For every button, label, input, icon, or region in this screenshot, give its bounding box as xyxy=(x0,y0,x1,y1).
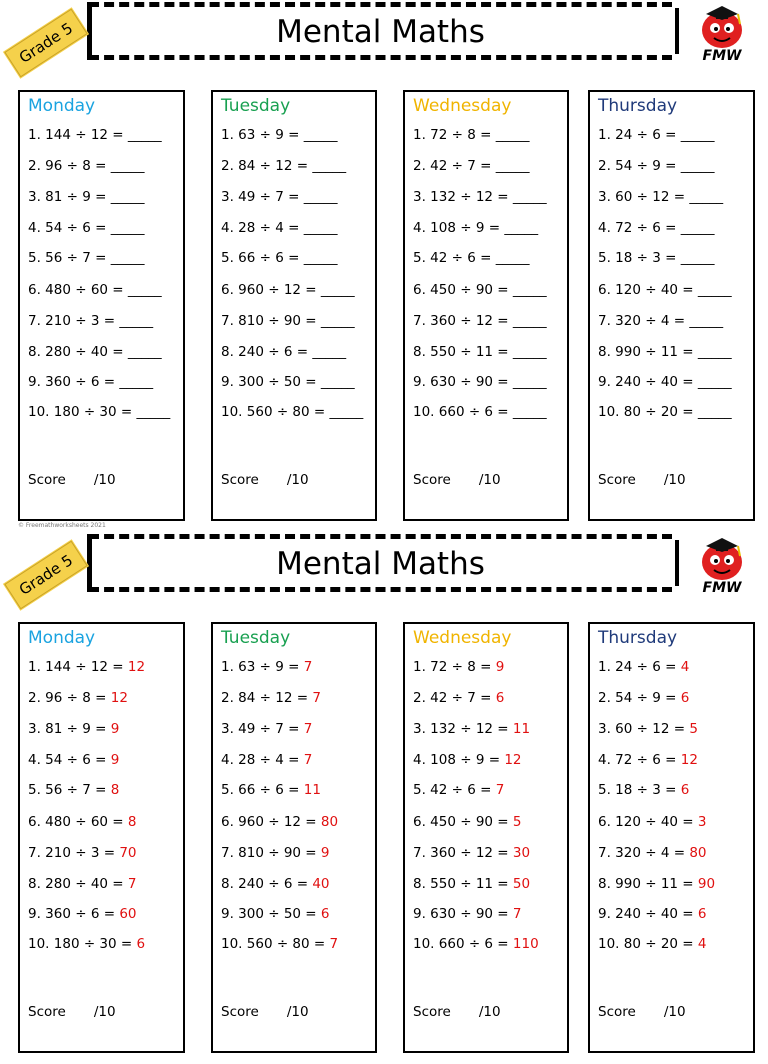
answer-blank: _____ xyxy=(110,220,145,236)
answer-blank: _____ xyxy=(680,158,715,174)
answer-value: 12 xyxy=(680,752,698,768)
score-out-of: /10 xyxy=(93,1004,116,1020)
answer-blank: _____ xyxy=(495,127,530,143)
question-row xyxy=(28,189,144,205)
score-out-of: /10 xyxy=(93,472,116,488)
question-text: 9. 630 ÷ 90 = xyxy=(413,906,513,922)
question-row xyxy=(598,127,714,143)
score-line xyxy=(221,472,309,488)
answer-value: 9 xyxy=(110,752,120,768)
question-row xyxy=(598,936,707,952)
answer-blank: _____ xyxy=(697,344,732,360)
question-text: 3. 49 ÷ 7 = xyxy=(221,721,304,737)
score-line xyxy=(413,1004,501,1020)
question-row xyxy=(28,752,119,768)
answer-blank: _____ xyxy=(512,282,547,298)
answer-blank: _____ xyxy=(504,220,539,236)
question-text: 6. 480 ÷ 60 = xyxy=(28,282,128,298)
question-row xyxy=(28,344,162,360)
score-line xyxy=(28,1004,116,1020)
question-text: 10. 660 ÷ 6 = xyxy=(413,404,513,420)
question-text: 6. 450 ÷ 90 = xyxy=(413,282,513,298)
question-row xyxy=(28,690,128,706)
answer-value: 9 xyxy=(110,721,120,737)
score-out-of: /10 xyxy=(286,1004,309,1020)
answer-value: 12 xyxy=(504,752,522,768)
answer-blank: _____ xyxy=(495,250,530,266)
answer-value: 6 xyxy=(136,936,146,952)
answer-value: 60 xyxy=(119,906,137,922)
question-row xyxy=(598,250,714,266)
question-row xyxy=(221,876,330,892)
question-text: 4. 72 ÷ 6 = xyxy=(598,752,681,768)
score-out-of: /10 xyxy=(478,472,501,488)
day-column-wednesday xyxy=(403,90,569,521)
question-text: 1. 72 ÷ 8 = xyxy=(413,659,496,675)
score-label: Score xyxy=(413,1004,451,1020)
answer-value: 9 xyxy=(320,845,330,861)
answer-blank: _____ xyxy=(312,344,347,360)
question-text: 5. 18 ÷ 3 = xyxy=(598,250,681,266)
answer-blank: _____ xyxy=(697,404,732,420)
question-row xyxy=(221,250,337,266)
question-text: 8. 990 ÷ 11 = xyxy=(598,344,698,360)
answer-value: 7 xyxy=(329,936,339,952)
question-row xyxy=(221,814,338,830)
question-text: 10. 180 ÷ 30 = xyxy=(28,936,137,952)
question-row xyxy=(221,845,330,861)
question-text: 9. 240 ÷ 40 = xyxy=(598,906,698,922)
question-row xyxy=(413,344,547,360)
answer-value: 7 xyxy=(303,721,313,737)
answer-value: 8 xyxy=(127,814,137,830)
question-text: 6. 120 ÷ 40 = xyxy=(598,814,698,830)
question-row xyxy=(221,344,346,360)
banner-right-bar xyxy=(675,8,679,54)
question-text: 10. 560 ÷ 80 = xyxy=(221,404,330,420)
answer-value: 12 xyxy=(127,659,146,675)
question-text: 5. 56 ÷ 7 = xyxy=(28,250,111,266)
question-row xyxy=(28,782,119,798)
score-label: Score xyxy=(413,472,451,488)
score-label: Score xyxy=(221,472,259,488)
answer-value: 30 xyxy=(512,845,531,861)
answer-value: 80 xyxy=(689,845,707,861)
question-text: 3. 81 ÷ 9 = xyxy=(28,721,111,737)
answer-blank: _____ xyxy=(320,374,355,390)
question-text: 7. 210 ÷ 3 = xyxy=(28,845,120,861)
question-row xyxy=(221,404,363,420)
worksheet-answers xyxy=(0,532,768,1064)
question-text: 8. 550 ÷ 11 = xyxy=(413,876,513,892)
score-label: Score xyxy=(598,1004,636,1020)
question-row xyxy=(413,690,504,706)
banner-right-bar xyxy=(675,540,679,586)
question-text: 1. 24 ÷ 6 = xyxy=(598,127,681,143)
page-title: Mental Maths xyxy=(276,14,485,50)
answer-blank: _____ xyxy=(110,250,145,266)
question-text: 9. 360 ÷ 6 = xyxy=(28,374,120,390)
question-row xyxy=(28,845,137,861)
answer-value: 6 xyxy=(495,690,505,706)
answer-value: 70 xyxy=(119,845,137,861)
question-row xyxy=(221,721,312,737)
day-heading: Wednesday xyxy=(413,96,512,116)
answer-blank: _____ xyxy=(697,374,732,390)
question-text: 1. 144 ÷ 12 = xyxy=(28,659,128,675)
answer-value: 6 xyxy=(680,782,690,798)
answer-value: 3 xyxy=(697,814,707,830)
question-row xyxy=(413,876,530,892)
question-row xyxy=(598,906,707,922)
day-column-thursday xyxy=(588,90,755,521)
question-text: 1. 63 ÷ 9 = xyxy=(221,127,304,143)
day-heading: Monday xyxy=(28,96,96,116)
answer-value: 110 xyxy=(512,936,539,952)
question-text: 6. 480 ÷ 60 = xyxy=(28,814,128,830)
answer-value: 5 xyxy=(689,721,698,737)
answer-value: 11 xyxy=(303,782,321,798)
question-row xyxy=(28,814,137,830)
answer-value: 9 xyxy=(495,659,505,675)
score-label: Score xyxy=(28,472,66,488)
answer-blank: _____ xyxy=(119,313,154,329)
question-row xyxy=(221,313,355,329)
question-row xyxy=(28,220,144,236)
question-text: 2. 84 ÷ 12 = xyxy=(221,158,313,174)
question-row xyxy=(598,344,732,360)
question-row xyxy=(413,313,547,329)
question-row xyxy=(413,845,530,861)
question-row xyxy=(413,158,529,174)
score-line xyxy=(221,1004,309,1020)
question-text: 3. 60 ÷ 12 = xyxy=(598,189,690,205)
question-row xyxy=(598,814,707,830)
score-line xyxy=(413,472,501,488)
answer-blank: _____ xyxy=(303,189,338,205)
day-column-tuesday xyxy=(211,622,377,1053)
question-row xyxy=(413,374,547,390)
question-row xyxy=(28,282,162,298)
question-text: 5. 56 ÷ 7 = xyxy=(28,782,111,798)
question-row xyxy=(221,690,321,706)
question-row xyxy=(598,721,698,737)
question-text: 3. 49 ÷ 7 = xyxy=(221,189,304,205)
question-text: 4. 28 ÷ 4 = xyxy=(221,752,304,768)
question-text: 2. 84 ÷ 12 = xyxy=(221,690,313,706)
question-text: 1. 144 ÷ 12 = xyxy=(28,127,128,143)
question-row xyxy=(598,404,732,420)
answer-blank: _____ xyxy=(303,127,338,143)
question-text: 4. 72 ÷ 6 = xyxy=(598,220,681,236)
question-row xyxy=(221,220,337,236)
grade-badge: Grade 5 xyxy=(4,9,87,78)
question-text: 5. 66 ÷ 6 = xyxy=(221,782,304,798)
answer-blank: _____ xyxy=(680,250,715,266)
question-text: 4. 54 ÷ 6 = xyxy=(28,752,111,768)
question-row xyxy=(413,936,539,952)
day-heading: Tuesday xyxy=(221,628,291,648)
answer-value: 40 xyxy=(312,876,330,892)
question-row xyxy=(28,127,162,143)
question-row xyxy=(413,752,522,768)
question-text: 6. 960 ÷ 12 = xyxy=(221,282,321,298)
day-column-tuesday xyxy=(211,90,377,521)
answer-value: 7 xyxy=(512,906,522,922)
question-text: 7. 210 ÷ 3 = xyxy=(28,313,120,329)
answer-blank: _____ xyxy=(329,404,364,420)
answer-value: 7 xyxy=(303,659,313,675)
fmw-logo xyxy=(692,536,752,598)
score-out-of: /10 xyxy=(478,1004,501,1020)
question-text: 3. 60 ÷ 12 = xyxy=(598,721,690,737)
question-text: 9. 300 ÷ 50 = xyxy=(221,374,321,390)
answer-value: 6 xyxy=(697,906,707,922)
answer-value: 80 xyxy=(320,814,339,830)
answer-blank: _____ xyxy=(512,374,547,390)
answer-blank: _____ xyxy=(680,220,715,236)
question-text: 6. 120 ÷ 40 = xyxy=(598,282,698,298)
question-row xyxy=(221,189,337,205)
question-row xyxy=(598,752,698,768)
answer-blank: _____ xyxy=(512,344,547,360)
question-row xyxy=(598,220,714,236)
score-out-of: /10 xyxy=(663,1004,686,1020)
question-text: 4. 54 ÷ 6 = xyxy=(28,220,111,236)
answer-blank: _____ xyxy=(119,374,154,390)
question-row xyxy=(413,404,547,420)
question-row xyxy=(413,659,504,675)
question-text: 7. 320 ÷ 4 = xyxy=(598,845,690,861)
question-text: 2. 54 ÷ 9 = xyxy=(598,690,681,706)
answer-value: 5 xyxy=(512,814,522,830)
answer-blank: _____ xyxy=(303,250,338,266)
question-row xyxy=(221,127,337,143)
question-text: 8. 990 ÷ 11 = xyxy=(598,876,698,892)
question-row xyxy=(28,721,119,737)
answer-value: 90 xyxy=(697,876,716,892)
question-text: 8. 280 ÷ 40 = xyxy=(28,876,128,892)
question-text: 5. 66 ÷ 6 = xyxy=(221,250,304,266)
question-text: 8. 240 ÷ 6 = xyxy=(221,876,313,892)
question-text: 4. 108 ÷ 9 = xyxy=(413,752,505,768)
question-text: 1. 63 ÷ 9 = xyxy=(221,659,304,675)
question-row xyxy=(413,906,522,922)
question-row xyxy=(413,127,529,143)
answer-value: 50 xyxy=(512,876,531,892)
logo-text: FMW xyxy=(702,48,742,64)
day-heading: Wednesday xyxy=(413,628,512,648)
day-column-thursday xyxy=(588,622,755,1053)
question-text: 7. 360 ÷ 12 = xyxy=(413,845,513,861)
question-text: 7. 810 ÷ 90 = xyxy=(221,845,321,861)
question-text: 9. 630 ÷ 90 = xyxy=(413,374,513,390)
apple-mascot-icon xyxy=(692,536,752,582)
question-text: 5. 18 ÷ 3 = xyxy=(598,782,681,798)
question-row xyxy=(413,189,547,205)
question-text: 3. 132 ÷ 12 = xyxy=(413,721,513,737)
question-row xyxy=(28,936,145,952)
answer-blank: _____ xyxy=(512,404,547,420)
question-row xyxy=(221,936,338,952)
question-text: 3. 132 ÷ 12 = xyxy=(413,189,513,205)
day-heading: Thursday xyxy=(598,628,678,648)
question-row xyxy=(598,189,723,205)
question-text: 2. 42 ÷ 7 = xyxy=(413,158,496,174)
day-column-wednesday xyxy=(403,622,569,1053)
question-row xyxy=(598,282,732,298)
answer-value: 6 xyxy=(680,690,690,706)
copyright: © Freemathworksheets 2021 xyxy=(18,522,106,529)
question-text: 7. 320 ÷ 4 = xyxy=(598,313,690,329)
question-row xyxy=(221,782,321,798)
question-row xyxy=(28,659,145,675)
question-row xyxy=(413,782,504,798)
question-text: 10. 180 ÷ 30 = xyxy=(28,404,137,420)
logo-text: FMW xyxy=(702,580,742,596)
question-text: 8. 550 ÷ 11 = xyxy=(413,344,513,360)
score-label: Score xyxy=(28,1004,66,1020)
question-text: 4. 108 ÷ 9 = xyxy=(413,220,505,236)
score-line xyxy=(28,472,116,488)
question-row xyxy=(598,313,723,329)
grade-badge: Grade 5 xyxy=(4,541,87,610)
answer-blank: _____ xyxy=(127,282,162,298)
answer-blank: _____ xyxy=(312,158,347,174)
answer-blank: _____ xyxy=(127,344,162,360)
score-out-of: /10 xyxy=(286,472,309,488)
question-row xyxy=(413,721,530,737)
answer-blank: _____ xyxy=(136,404,171,420)
day-column-monday xyxy=(18,622,185,1053)
answer-blank: _____ xyxy=(689,313,724,329)
day-heading: Thursday xyxy=(598,96,678,116)
day-heading: Monday xyxy=(28,628,96,648)
question-row xyxy=(28,906,137,922)
question-text: 5. 42 ÷ 6 = xyxy=(413,250,496,266)
question-row xyxy=(598,876,715,892)
score-out-of: /10 xyxy=(663,472,686,488)
question-row xyxy=(598,659,689,675)
answer-blank: _____ xyxy=(320,282,355,298)
question-text: 10. 560 ÷ 80 = xyxy=(221,936,330,952)
question-text: 8. 280 ÷ 40 = xyxy=(28,344,128,360)
question-text: 2. 42 ÷ 7 = xyxy=(413,690,496,706)
answer-value: 4 xyxy=(680,659,690,675)
score-label: Score xyxy=(221,1004,259,1020)
page-title: Mental Maths xyxy=(276,546,485,582)
question-row xyxy=(598,690,689,706)
question-text: 10. 80 ÷ 20 = xyxy=(598,404,698,420)
answer-blank: _____ xyxy=(303,220,338,236)
question-text: 6. 960 ÷ 12 = xyxy=(221,814,321,830)
answer-value: 7 xyxy=(495,782,505,798)
question-text: 4. 28 ÷ 4 = xyxy=(221,220,304,236)
answer-value: 12 xyxy=(110,690,128,706)
question-row xyxy=(221,659,312,675)
question-text: 9. 240 ÷ 40 = xyxy=(598,374,698,390)
question-row xyxy=(413,250,529,266)
question-row xyxy=(28,374,153,390)
question-row xyxy=(221,906,330,922)
question-text: 8. 240 ÷ 6 = xyxy=(221,344,313,360)
question-row xyxy=(413,282,547,298)
day-column-monday xyxy=(18,90,185,521)
score-line xyxy=(598,1004,686,1020)
question-text: 9. 300 ÷ 50 = xyxy=(221,906,321,922)
question-row xyxy=(598,158,714,174)
question-row xyxy=(28,250,144,266)
answer-blank: _____ xyxy=(512,313,547,329)
question-text: 2. 54 ÷ 9 = xyxy=(598,158,681,174)
answer-blank: _____ xyxy=(127,127,162,143)
question-text: 7. 360 ÷ 12 = xyxy=(413,313,513,329)
apple-mascot-icon xyxy=(692,4,752,50)
question-text: 1. 72 ÷ 8 = xyxy=(413,127,496,143)
question-row xyxy=(598,374,732,390)
answer-blank: _____ xyxy=(320,313,355,329)
answer-blank: _____ xyxy=(110,189,145,205)
question-text: 7. 810 ÷ 90 = xyxy=(221,313,321,329)
question-row xyxy=(598,845,707,861)
question-row xyxy=(28,158,144,174)
question-text: 10. 660 ÷ 6 = xyxy=(413,936,513,952)
question-text: 2. 96 ÷ 8 = xyxy=(28,690,111,706)
question-row xyxy=(221,752,312,768)
question-row xyxy=(28,313,153,329)
question-row xyxy=(413,220,538,236)
answer-value: 11 xyxy=(512,721,531,737)
question-text: 1. 24 ÷ 6 = xyxy=(598,659,681,675)
question-text: 10. 80 ÷ 20 = xyxy=(598,936,698,952)
question-row xyxy=(28,404,170,420)
day-heading: Tuesday xyxy=(221,96,291,116)
answer-blank: _____ xyxy=(495,158,530,174)
answer-blank: _____ xyxy=(680,127,715,143)
question-text: 3. 81 ÷ 9 = xyxy=(28,189,111,205)
answer-value: 6 xyxy=(320,906,330,922)
question-row xyxy=(221,158,346,174)
question-row xyxy=(221,374,355,390)
answer-blank: _____ xyxy=(512,189,547,205)
question-row xyxy=(221,282,355,298)
question-row xyxy=(598,782,689,798)
score-line xyxy=(598,472,686,488)
score-label: Score xyxy=(598,472,636,488)
question-text: 2. 96 ÷ 8 = xyxy=(28,158,111,174)
answer-blank: _____ xyxy=(697,282,732,298)
fmw-logo xyxy=(692,4,752,66)
answer-value: 7 xyxy=(303,752,313,768)
answer-value: 8 xyxy=(110,782,120,798)
answer-value: 7 xyxy=(127,876,137,892)
answer-value: 7 xyxy=(312,690,321,706)
answer-blank: _____ xyxy=(110,158,145,174)
question-row xyxy=(413,814,522,830)
question-row xyxy=(28,876,137,892)
answer-value: 4 xyxy=(697,936,707,952)
answer-blank: _____ xyxy=(689,189,724,205)
question-text: 6. 450 ÷ 90 = xyxy=(413,814,513,830)
question-text: 9. 360 ÷ 6 = xyxy=(28,906,120,922)
question-text: 5. 42 ÷ 6 = xyxy=(413,782,496,798)
